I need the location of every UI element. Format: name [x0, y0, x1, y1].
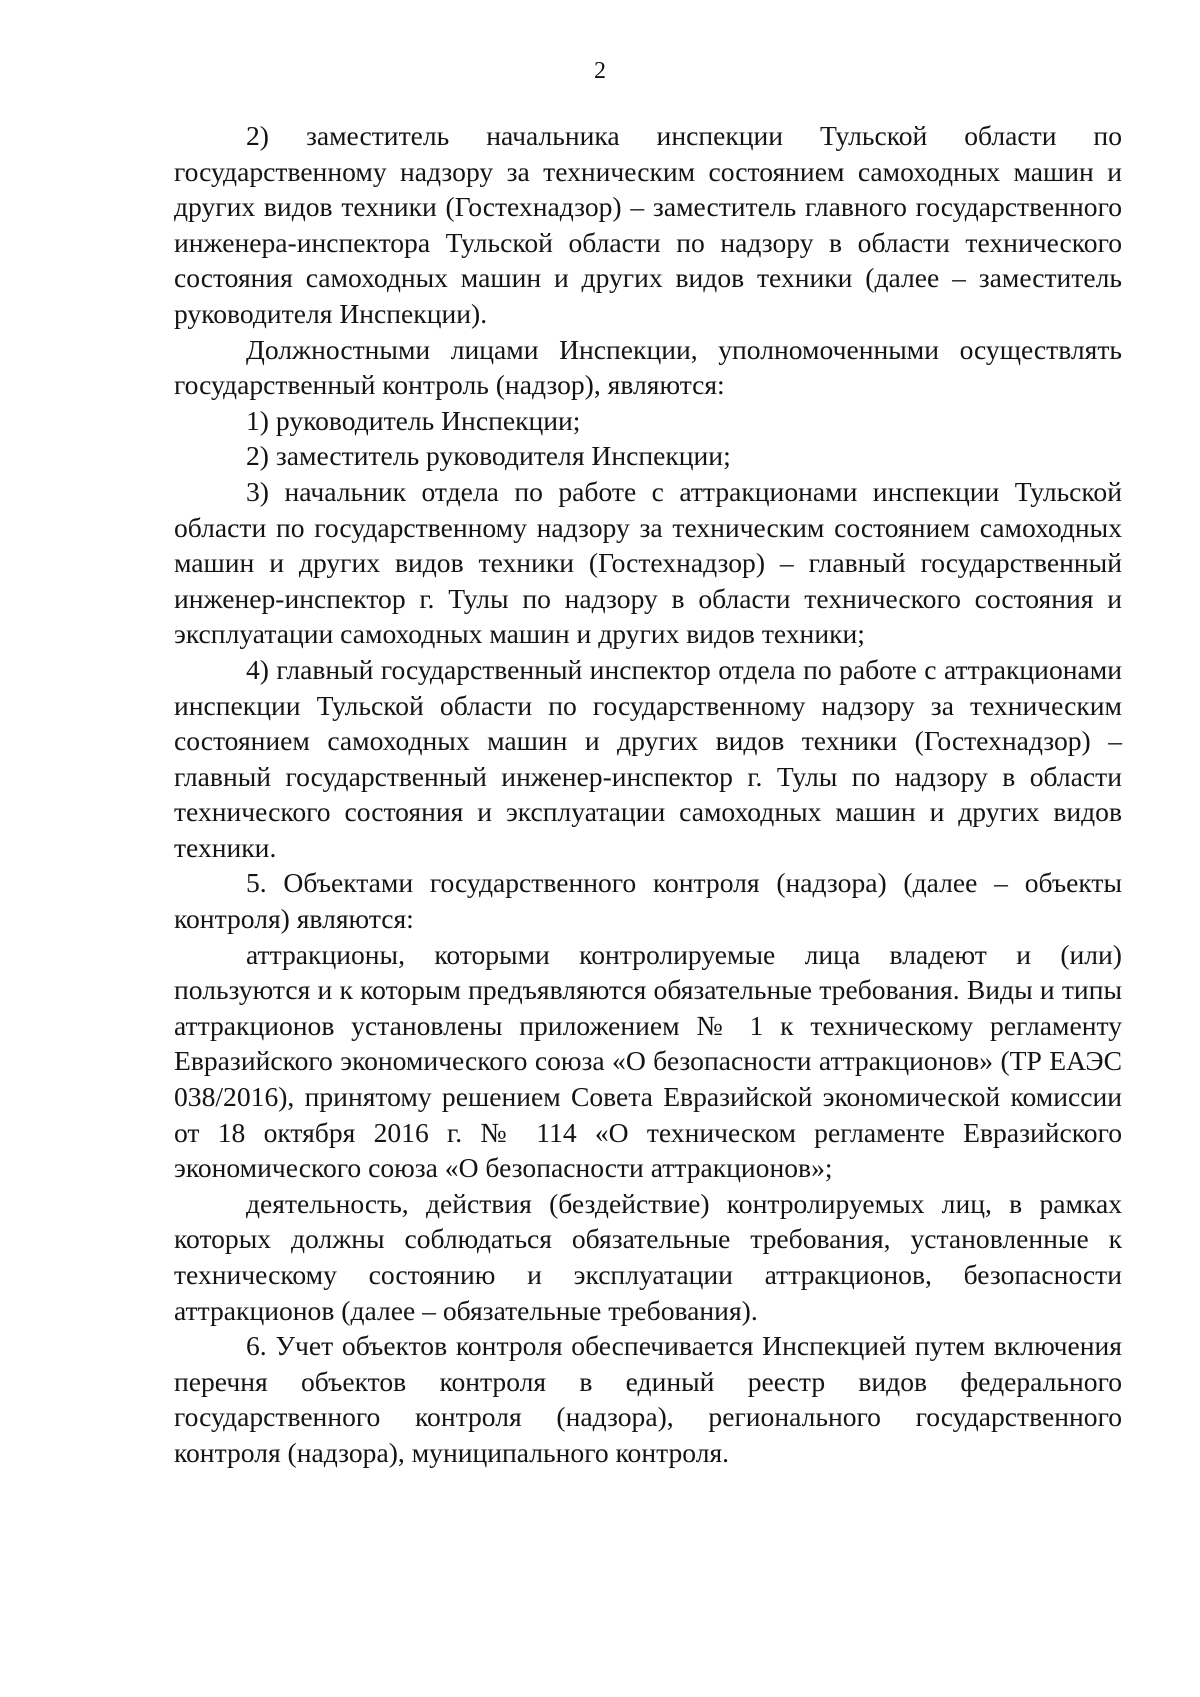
paragraph-section-5: 5. Объектами государственного контроля (надзора) (далее – объекты контроля) являются:	[174, 867, 1122, 935]
document-body	[174, 118, 1122, 1471]
paragraph-objects-attractions: аттракционы, которыми контролируемые лица владеют и (или) пользуются и к которым предъявляются обязательные требования. Виды и типы аттракционов установлены приложением № 1 к техническому регламенту Евразийского экономического союза «О безопасности аттракционов» (ТР ЕАЭС 038/2016), принятому решением Совета Евразийской экономической комиссии от 18 октября 2016 г. № 114 «О техническом регламенте Евразийского экономического союза «О безопасности аттракционов»;	[174, 938, 1122, 1184]
paragraph-official-2: 2) заместитель руководителя Инспекции;	[246, 440, 731, 472]
page-number: 2	[594, 58, 606, 84]
paragraph-official-1: 1) руководитель Инспекции;	[246, 404, 581, 436]
paragraph-official-4: 4) главный государственный инспектор отдела по работе с аттракционами инспекции Тульской области по государственному надзору за техническим состоянием самоходных машин и других видов техники (Гостехнадзор) – главный государственный инженер-инспектор г. Тулы по надзору в области технического состояния и эксплуатации самоходных машин и других видов техники.	[174, 653, 1122, 863]
paragraph-objects-activity: деятельность, действия (бездействие) контролируемых лиц, в рамках которых должны соблюдаться обязательные требования, установленные к техническому состоянию и эксплуатации аттракционов, безопасности аттракционов (далее – обязательные требования).	[174, 1187, 1122, 1326]
paragraph-section-6: 6. Учет объектов контроля обеспечивается Инспекцией путем включения перечня объектов контроля в единый реестр видов федерального государственного контроля (надзора), регионального государственного контроля (надзора), муниципального контроля.	[174, 1330, 1122, 1468]
paragraph-official-3: 3) начальник отдела по работе с аттракционами инспекции Тульской области по государственному надзору за техническим состоянием самоходных машин и других видов техники (Гостехнадзор) – главный государственный инженер-инспектор г. Тулы по надзору в области технического состояния и эксплуатации самоходных машин и других видов техники;	[174, 475, 1122, 650]
paragraph-officials-intro: Должностными лицами Инспекции, уполномоченными осуществлять государственный контроль (надзор), являются:	[174, 333, 1122, 401]
paragraph-deputy-head: 2) заместитель начальника инспекции Тульской области по государственному надзору за техническим состоянием самоходных машин и других видов техники (Гостехнадзор) – заместитель главного государственного инженера-инспектора Тульской области по надзору в области технического состояния самоходных машин и других видов техники (далее – заместитель руководителя Инспекции).	[174, 120, 1122, 329]
